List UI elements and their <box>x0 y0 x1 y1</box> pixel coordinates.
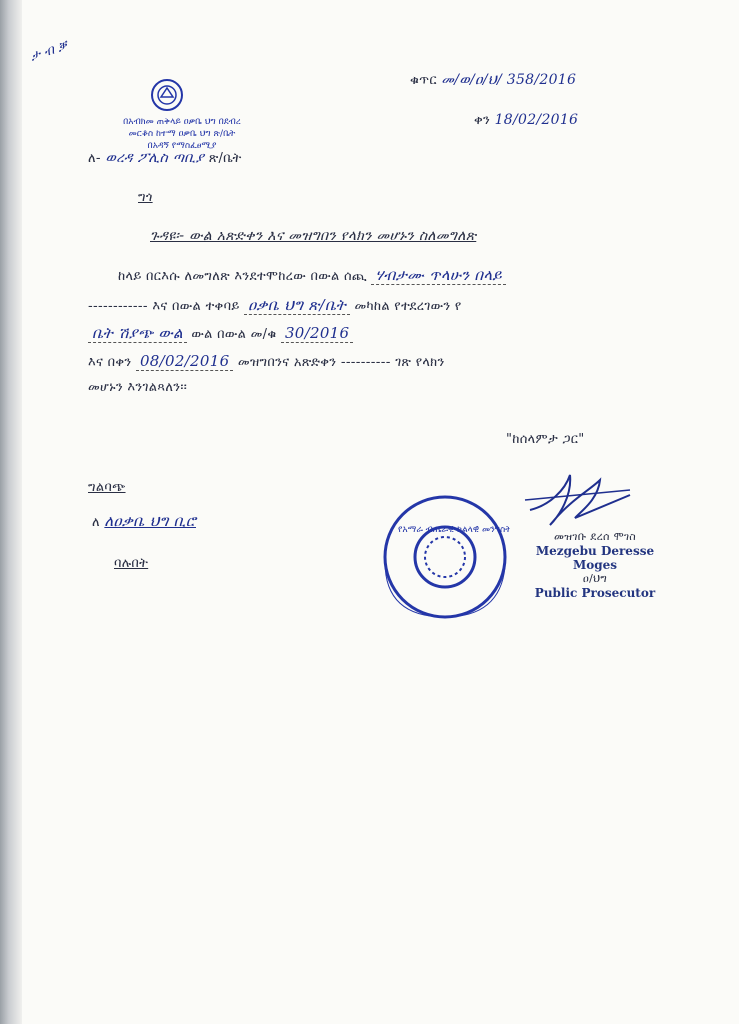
contract-number: 30/2016 <box>281 324 353 343</box>
city-name: ግጎ <box>138 190 153 205</box>
corner-note: ታ ብ ቓ <box>28 38 70 65</box>
body-line-1 <box>118 266 506 284</box>
date-label: ቀን <box>474 113 491 128</box>
date-prefix: እና በቀን <box>88 355 132 370</box>
cc-label: ግልባጭ <box>88 480 126 495</box>
official-stamp <box>380 492 510 622</box>
para-end-2: የላክን <box>415 355 445 370</box>
contract-mid: ውል በውል መ/ቁ <box>191 327 277 342</box>
stamp-text: የአማራ ብሔራዊ ክልላዊ መንግስት <box>398 525 510 535</box>
body-line-5: መሆኑን እንገልጻለን፡፡ <box>88 380 188 395</box>
signer-title-amharic: ዐ/ህግ <box>582 572 608 585</box>
body-line-2: ------------ እና በውል ተቀባይ ዐቃቤ ህግ ጽ/ቤት መካከል የተደረገውን የ <box>88 296 462 314</box>
signature <box>520 470 640 530</box>
addressee-name: ወረዳ ፖሊስ ጣቢያ <box>105 150 205 166</box>
party-connector: እና በውል ተቀባይ <box>152 299 240 314</box>
registration-date: 08/02/2016 <box>136 352 233 371</box>
stamp-icon <box>380 492 510 622</box>
signer-name-amharic: መዝገቡ ደረሰ ሞገስ <box>553 530 637 543</box>
office-line-3: በአዳኝ የማስፈፀሚያ <box>147 141 217 151</box>
date-value: 18/02/2016 <box>494 112 579 128</box>
binding-shadow <box>0 0 22 1024</box>
date-line <box>474 112 578 128</box>
closing-greeting: "ከሰላምታ ጋር" <box>506 432 585 447</box>
reference-label: ቁጥር <box>410 73 437 88</box>
signer-name: Mezgebu Deresse Moges <box>535 544 655 572</box>
signature-icon <box>520 470 640 530</box>
cc-prefix: ለ <box>92 515 100 530</box>
reference-line <box>410 72 576 88</box>
office-logo <box>150 78 184 112</box>
addressee-prefix: ለ <box>88 151 96 166</box>
addressee-line: ለ- ወረዳ ፖሊስ ጣቢያ ጽ/ቤት <box>88 150 242 166</box>
file-label: ባሉበት <box>114 556 149 571</box>
body-line-3 <box>88 324 353 342</box>
between-text: መካከል የተደረገውን የ <box>354 299 462 314</box>
cc-entry: ለዐቃቤ ህግ ቢሮ <box>104 512 196 530</box>
pages-label: ገጽ <box>395 355 412 370</box>
office-heading <box>92 116 272 152</box>
party2-name: ዐቃቤ ህግ ጽ/ቤት <box>244 296 350 315</box>
office-line-2: መርቆስ ከተማ ዐቃቤ ህግ ጽ/ቤት <box>128 129 236 139</box>
addressee-suffix: ጽ/ቤት <box>208 151 242 166</box>
signer-block <box>520 530 670 600</box>
contract-type: ቤት ሽያጭ ውል <box>88 324 187 343</box>
signer-title: Public Prosecutor <box>534 586 656 600</box>
para-start: ከላይ በርእሱ ለመግለጽ እንደተሞከረው በውል ሰጪ <box>118 269 367 284</box>
emblem-icon <box>150 78 184 112</box>
cc-line <box>92 512 196 530</box>
reference-number: መ/ወ/ዐ/ህ/ 358/2016 <box>441 72 577 88</box>
para-end-1: መዝግበንና አጽድቀን <box>237 355 337 370</box>
party1-name: ሃብታሙ ጥላሁን በላይ <box>371 266 506 285</box>
body-line-4: እና በቀን 08/02/2016 መዝግበንና አጽድቀን ---------- ገጽ የላክን <box>88 352 445 370</box>
office-line-1: በአብክመ ጠቅላይ ዐቃቤ ህግ በደብረ <box>123 117 241 127</box>
subject-line: ጉዳዩ፡- ውል አጽድቀን እና መዝግበን የላክን መሆኑን ስለመግለጽ <box>150 228 477 244</box>
